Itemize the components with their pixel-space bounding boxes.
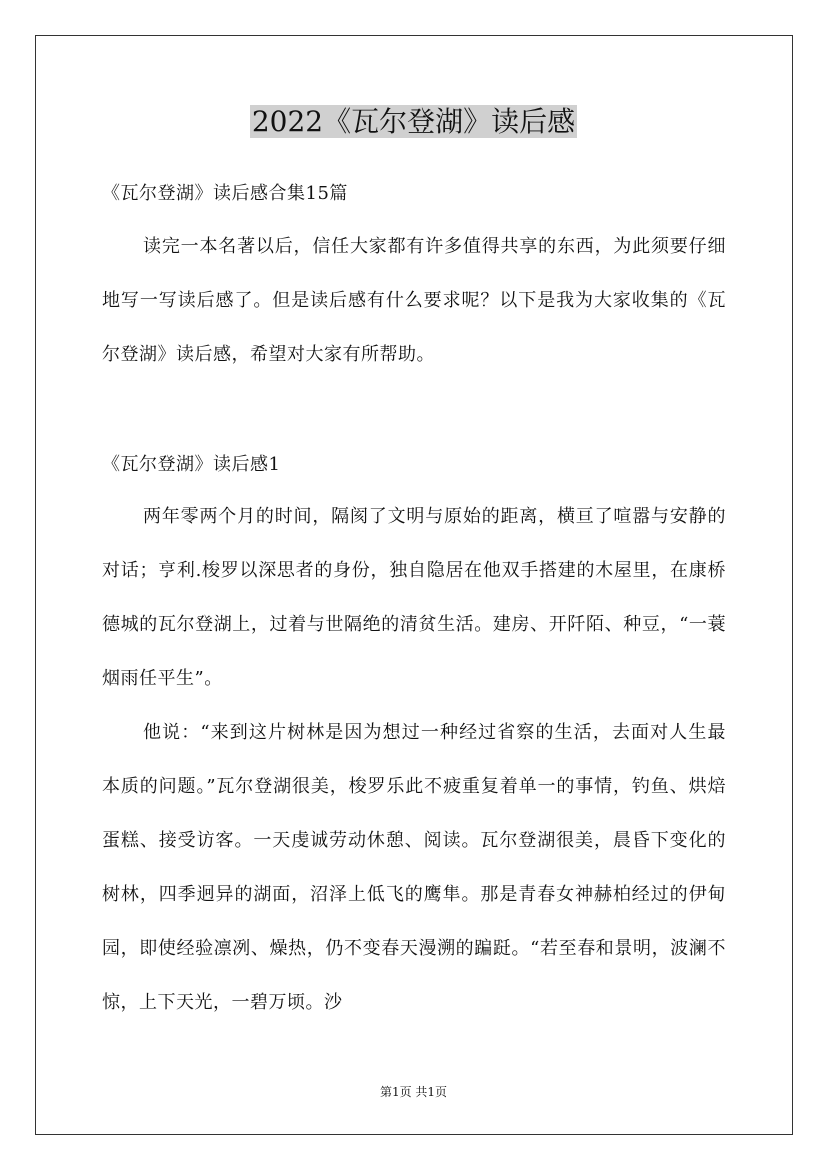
document-title [0, 101, 827, 143]
section-heading: 《瓦尔登湖》读后感1 [102, 454, 281, 475]
body-paragraph-2: 他说：“来到这片树林是因为想过一种经过省察的生活，去面对人生最本质的问题。”瓦尔登湖很美，梭罗乐此不疲重复着单一的事情，钓鱼、烘焙蛋糕、接受访客。一天虔诚劳动休憩、阅读。瓦尔登湖很美，晨昏下变化的树林，四季迥异的湖面，沼泽上低飞的鹰隼。那是青春女神赫柏经过的伊甸园，即使经验凛冽、燥热，仍不变春天漫溯的蹁跹。“若至春和景明，波澜不惊，上下天光，一碧万顷。沙 [102, 722, 726, 1013]
document-subtitle: 《瓦尔登湖》读后感合集15篇 [102, 183, 348, 204]
document-title-text: 2022《瓦尔登湖》读后感 [251, 105, 576, 138]
body-paragraph-1: 两年零两个月的时间，隔阂了文明与原始的距离，横亘了喧嚣与安静的对话；亨利.梭罗以深思者的身份，独自隐居在他双手搭建的木屋里，在康桥德城的瓦尔登湖上，过着与世隔绝的清贫生活。建房、开阡陌、种豆，“一蓑烟雨任平生”。 [102, 506, 726, 689]
page-number-footer: 第1页 共1页 [379, 1085, 448, 1099]
intro-paragraph: 读完一本名著以后，信任大家都有许多值得共享的东西，为此须要仔细地写一写读后感了。但是读后感有什么要求呢？以下是我为大家收集的《瓦尔登湖》读后感，希望对大家有所帮助。 [102, 236, 726, 365]
